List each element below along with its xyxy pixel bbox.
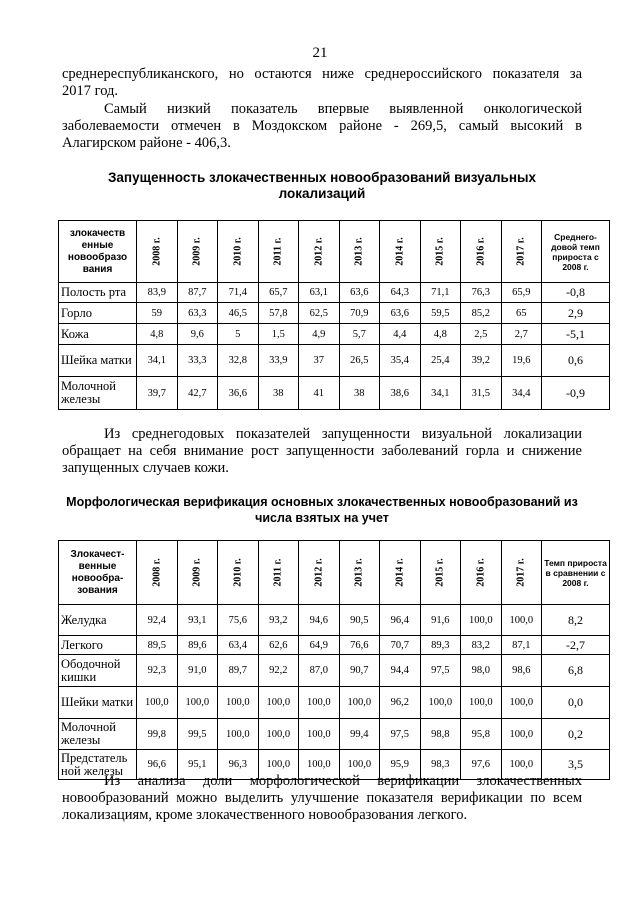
paragraph-line: Самый низкий показатель впервые выявленной онкологической — [104, 101, 582, 117]
table-row — [59, 719, 610, 750]
value-cell: 4,4 — [380, 324, 421, 345]
value-cell: 87,1 — [501, 636, 542, 655]
title-line: числа взятых на учет — [255, 511, 389, 525]
value-cell: 100,0 — [218, 687, 259, 719]
value-cell: 46,5 — [218, 303, 259, 324]
header-cell-year — [501, 541, 542, 605]
table-row — [59, 377, 610, 410]
value-cell: 100,0 — [258, 687, 299, 719]
value-cell: 100,0 — [177, 687, 218, 719]
value-cell: 98,3 — [420, 750, 461, 780]
value-cell: 83,2 — [461, 636, 502, 655]
header-cell-year — [137, 541, 178, 605]
paragraph-intro — [62, 66, 582, 100]
year-label: 2013 г. — [353, 237, 365, 266]
value-cell: 39,7 — [137, 377, 178, 410]
value-cell: 87,7 — [177, 283, 218, 303]
value-cell: 100,0 — [299, 687, 340, 719]
value-cell: 41 — [299, 377, 340, 410]
value-cell: 42,7 — [177, 377, 218, 410]
year-label: 2009 г. — [191, 237, 203, 266]
value-cell: 2,7 — [501, 324, 542, 345]
year-label: 2014 г. — [394, 558, 406, 587]
value-cell: 70,7 — [380, 636, 421, 655]
value-cell: 100,0 — [137, 687, 178, 719]
header-cell-year — [177, 541, 218, 605]
value-cell: 76,6 — [339, 636, 380, 655]
value-cell: 96,3 — [218, 750, 259, 780]
value-cell: 71,1 — [420, 283, 461, 303]
value-cell: 37 — [299, 345, 340, 377]
value-cell: 98,0 — [461, 655, 502, 687]
value-cell: 64,9 — [299, 636, 340, 655]
table-row — [59, 345, 610, 377]
header-cell-year — [218, 221, 259, 283]
value-cell: 89,6 — [177, 636, 218, 655]
value-cell: 25,4 — [420, 345, 461, 377]
page-number: 21 — [312, 45, 328, 61]
growth-rate-cell: 8,2 — [542, 605, 610, 636]
value-cell: 100,0 — [258, 719, 299, 750]
value-cell: 34,4 — [501, 377, 542, 410]
value-cell: 89,5 — [137, 636, 178, 655]
value-cell: 100,0 — [339, 687, 380, 719]
value-cell: 98,6 — [501, 655, 542, 687]
paragraph-incidence — [62, 101, 582, 152]
value-cell: 33,9 — [258, 345, 299, 377]
table2-title — [62, 494, 582, 526]
value-cell: 99,5 — [177, 719, 218, 750]
paragraph-line: среднереспубликанского, но остаются ниже среднероссийского показателя за — [62, 66, 582, 82]
growth-rate-cell: 0,2 — [542, 719, 610, 750]
value-cell: 94,4 — [380, 655, 421, 687]
value-cell: 94,6 — [299, 605, 340, 636]
row-label: Кожа — [59, 324, 137, 345]
value-cell: 19,6 — [501, 345, 542, 377]
growth-rate-cell: 3,5 — [542, 750, 610, 780]
table-row — [59, 655, 610, 687]
year-label: 2010 г. — [232, 237, 244, 266]
row-label: Шейка матки — [59, 345, 137, 377]
value-cell: 32,8 — [218, 345, 259, 377]
value-cell: 2,5 — [461, 324, 502, 345]
value-cell: 100,0 — [299, 750, 340, 780]
paragraph-line: Алагирском районе - 406,3. — [62, 135, 231, 151]
verification-table — [58, 540, 610, 780]
header-cell-year — [137, 221, 178, 283]
growth-rate-cell: -0,9 — [542, 377, 610, 410]
year-label: 2016 г. — [475, 237, 487, 266]
year-label: 2009 г. — [191, 558, 203, 587]
value-cell: 26,5 — [339, 345, 380, 377]
paragraph-line: Из анализа доли морфологической верификации злокачественных — [104, 773, 582, 789]
year-label: 2008 г. — [151, 558, 163, 587]
header-cell-category: Злокачест- венные новообра- зования — [59, 541, 137, 605]
value-cell: 64,3 — [380, 283, 421, 303]
value-cell: 89,7 — [218, 655, 259, 687]
row-label: Молочной железы — [59, 719, 137, 750]
paragraph-line: обращает на себя внимание рост запущенности заболеваний горла и снижение — [62, 443, 582, 459]
header-row — [59, 221, 610, 283]
growth-rate-cell: 2,9 — [542, 303, 610, 324]
value-cell: 38,6 — [380, 377, 421, 410]
value-cell: 99,4 — [339, 719, 380, 750]
value-cell: 63,4 — [218, 636, 259, 655]
header-cell-year — [177, 221, 218, 283]
paragraph-line: новообразований можно выделить улучшение показателя верификации по всем — [62, 790, 582, 806]
growth-rate-cell: -0,8 — [542, 283, 610, 303]
year-label: 2011 г. — [272, 237, 284, 266]
year-label: 2012 г. — [313, 237, 325, 266]
value-cell: 38 — [339, 377, 380, 410]
value-cell: 100,0 — [420, 687, 461, 719]
growth-rate-cell: 0,0 — [542, 687, 610, 719]
header-cell-year — [420, 221, 461, 283]
value-cell: 89,3 — [420, 636, 461, 655]
header-cell-category: злокачеств енные новообразо вания — [59, 221, 137, 283]
value-cell: 85,2 — [461, 303, 502, 324]
value-cell: 36,6 — [218, 377, 259, 410]
paragraph-line: Из среднегодовых показателей запущенности визуальной локализации — [104, 426, 582, 442]
year-label: 2012 г. — [313, 558, 325, 587]
header-cell-year — [420, 541, 461, 605]
growth-rate-cell: 0,6 — [542, 345, 610, 377]
value-cell: 4,8 — [420, 324, 461, 345]
value-cell: 1,5 — [258, 324, 299, 345]
value-cell: 96,2 — [380, 687, 421, 719]
value-cell: 5 — [218, 324, 259, 345]
table-row — [59, 283, 610, 303]
header-cell-year — [380, 221, 421, 283]
value-cell: 62,5 — [299, 303, 340, 324]
value-cell: 93,1 — [177, 605, 218, 636]
paragraph-line: заболеваемости отмечен в Моздокском районе - 269,5, самый высокий в — [62, 118, 582, 134]
value-cell: 99,8 — [137, 719, 178, 750]
value-cell: 92,3 — [137, 655, 178, 687]
year-label: 2015 г. — [434, 237, 446, 266]
table-row — [59, 636, 610, 655]
row-label: Ободочной кишки — [59, 655, 137, 687]
value-cell: 59,5 — [420, 303, 461, 324]
header-cell-year — [218, 541, 259, 605]
header-cell-year — [258, 541, 299, 605]
header-cell-growth-rate: Темп прироста в сравнении с 2008 г. — [542, 541, 610, 605]
value-cell: 95,8 — [461, 719, 502, 750]
title-line: локализаций — [278, 186, 366, 201]
paragraph-line: запущенных случаев кожи. — [62, 460, 229, 476]
header-cell-year — [339, 221, 380, 283]
value-cell: 9,6 — [177, 324, 218, 345]
value-cell: 34,1 — [137, 345, 178, 377]
header-cell-year — [339, 541, 380, 605]
year-label: 2010 г. — [232, 558, 244, 587]
value-cell: 100,0 — [501, 687, 542, 719]
value-cell: 65,7 — [258, 283, 299, 303]
row-label: Желудка — [59, 605, 137, 636]
value-cell: 90,5 — [339, 605, 380, 636]
value-cell: 76,3 — [461, 283, 502, 303]
value-cell: 92,4 — [137, 605, 178, 636]
value-cell: 87,0 — [299, 655, 340, 687]
value-cell: 92,2 — [258, 655, 299, 687]
value-cell: 97,6 — [461, 750, 502, 780]
growth-rate-cell: -2,7 — [542, 636, 610, 655]
value-cell: 100,0 — [218, 719, 259, 750]
value-cell: 100,0 — [461, 687, 502, 719]
value-cell: 91,0 — [177, 655, 218, 687]
value-cell: 5,7 — [339, 324, 380, 345]
value-cell: 63,1 — [299, 283, 340, 303]
value-cell: 63,6 — [339, 283, 380, 303]
value-cell: 98,8 — [420, 719, 461, 750]
table-row — [59, 605, 610, 636]
value-cell: 100,0 — [258, 750, 299, 780]
value-cell: 96,6 — [137, 750, 178, 780]
value-cell: 71,4 — [218, 283, 259, 303]
value-cell: 100,0 — [461, 605, 502, 636]
value-cell: 65,9 — [501, 283, 542, 303]
value-cell: 39,2 — [461, 345, 502, 377]
title-line: Запущенность злокачественных новообразований визуальных — [107, 170, 537, 185]
row-label: Шейки матки — [59, 687, 137, 719]
value-cell: 75,6 — [218, 605, 259, 636]
paragraph-neglect-summary — [62, 426, 582, 477]
year-label: 2015 г. — [434, 558, 446, 587]
title-line: Морфологическая верификация основных злокачественных новообразований из — [66, 495, 578, 509]
value-cell: 34,1 — [420, 377, 461, 410]
year-label: 2013 г. — [353, 558, 365, 587]
value-cell: 100,0 — [299, 719, 340, 750]
value-cell: 70,9 — [339, 303, 380, 324]
value-cell: 97,5 — [380, 719, 421, 750]
value-cell: 100,0 — [501, 719, 542, 750]
year-label: 2017 г. — [515, 237, 527, 266]
row-label: Горло — [59, 303, 137, 324]
header-cell-growth-rate: Среднего- довой темп прироста с 2008 г. — [542, 221, 610, 283]
year-label: 2011 г. — [272, 558, 284, 587]
value-cell: 95,9 — [380, 750, 421, 780]
header-cell-year — [461, 541, 502, 605]
value-cell: 96,4 — [380, 605, 421, 636]
paragraph-line: 2017 год. — [62, 83, 119, 99]
value-cell: 35,4 — [380, 345, 421, 377]
value-cell: 57,8 — [258, 303, 299, 324]
value-cell: 91,6 — [420, 605, 461, 636]
value-cell: 100,0 — [501, 750, 542, 780]
table-row — [59, 324, 610, 345]
header-cell-year — [299, 221, 340, 283]
header-cell-year — [299, 541, 340, 605]
value-cell: 33,3 — [177, 345, 218, 377]
value-cell: 4,8 — [137, 324, 178, 345]
value-cell: 95,1 — [177, 750, 218, 780]
value-cell: 4,9 — [299, 324, 340, 345]
row-label: Легкого — [59, 636, 137, 655]
table-row — [59, 303, 610, 324]
value-cell: 65 — [501, 303, 542, 324]
row-label: Полость рта — [59, 283, 137, 303]
year-label: 2008 г. — [151, 237, 163, 266]
growth-rate-cell: 6,8 — [542, 655, 610, 687]
header-row — [59, 541, 610, 605]
year-label: 2017 г. — [515, 558, 527, 587]
table-row — [59, 687, 610, 719]
value-cell: 100,0 — [339, 750, 380, 780]
header-cell-year — [258, 221, 299, 283]
neglect-table — [58, 220, 610, 410]
table1-title — [62, 170, 582, 202]
paragraph-line: локализациям, кроме злокачественного новообразования легкого. — [62, 807, 468, 823]
header-cell-year — [461, 221, 502, 283]
value-cell: 31,5 — [461, 377, 502, 410]
header-cell-year — [380, 541, 421, 605]
paragraph-verification-summary — [62, 773, 582, 824]
value-cell: 93,2 — [258, 605, 299, 636]
value-cell: 63,6 — [380, 303, 421, 324]
value-cell: 63,3 — [177, 303, 218, 324]
year-label: 2014 г. — [394, 237, 406, 266]
row-label: Молочной железы — [59, 377, 137, 410]
value-cell: 97,5 — [420, 655, 461, 687]
value-cell: 83,9 — [137, 283, 178, 303]
header-cell-year — [501, 221, 542, 283]
growth-rate-cell: -5,1 — [542, 324, 610, 345]
row-label: Предстатель ной железы — [59, 750, 137, 780]
year-label: 2016 г. — [475, 558, 487, 587]
value-cell: 90,7 — [339, 655, 380, 687]
value-cell: 59 — [137, 303, 178, 324]
value-cell: 62,6 — [258, 636, 299, 655]
value-cell: 100,0 — [501, 605, 542, 636]
value-cell: 38 — [258, 377, 299, 410]
